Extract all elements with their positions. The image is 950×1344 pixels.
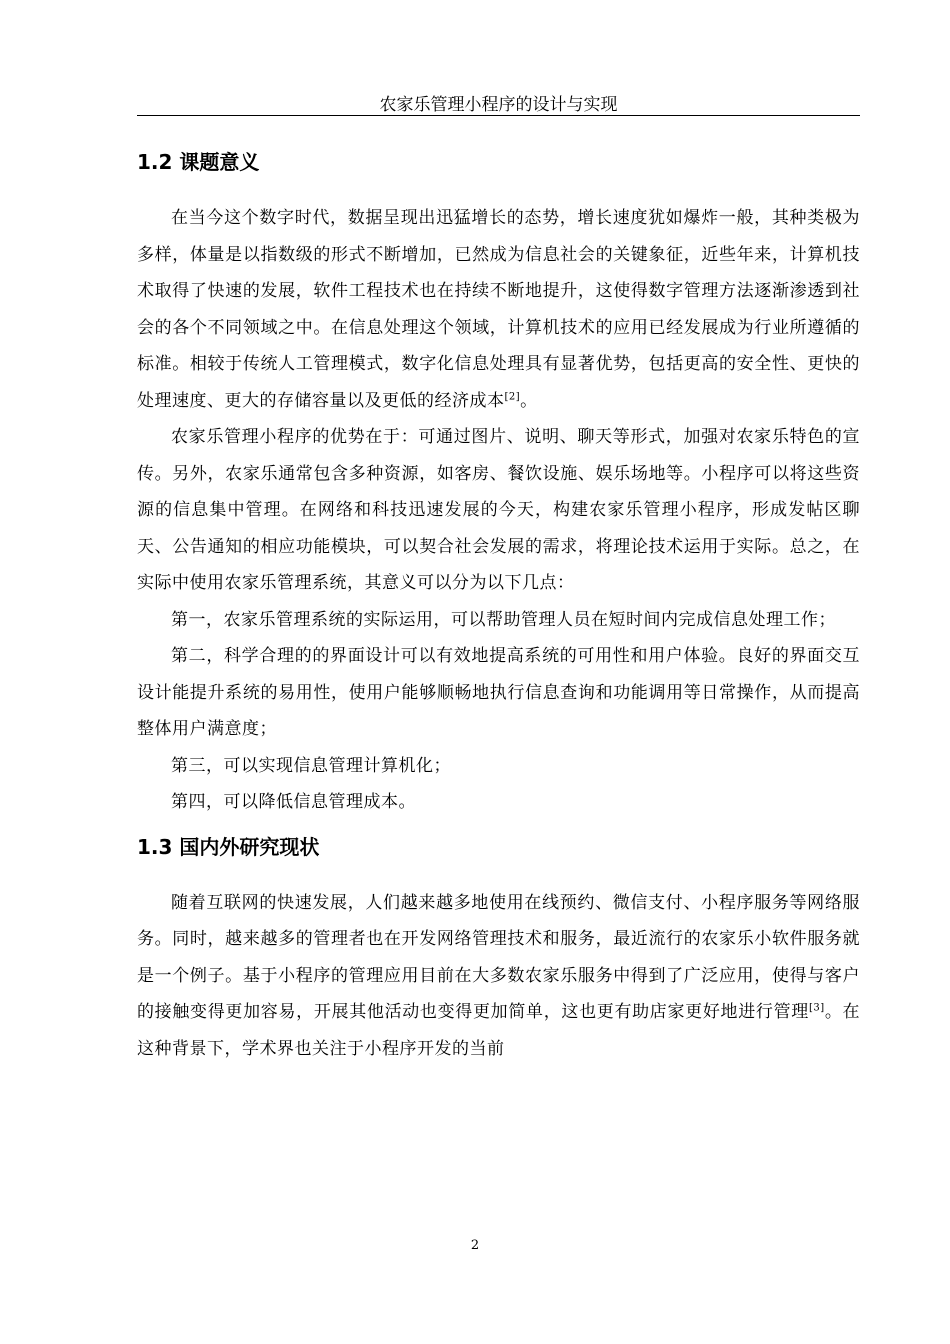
paragraph-point-2: 第二，科学合理的的界面设计可以有效地提高系统的可用性和用户体验。良好的界面交互设计能提升系统的易用性，使用户能够顺畅地执行信息查询和功能调用等日常操作，从而提高整体用户满意度； <box>137 646 860 739</box>
paragraph-point-1: 第一，农家乐管理系统的实际运用，可以帮助管理人员在短时间内完成信息处理工作； <box>171 609 836 630</box>
header-divider <box>137 115 860 116</box>
paragraph-significance-intro <box>137 200 860 419</box>
running-header-title: 农家乐管理小程序的设计与实现 <box>379 95 618 115</box>
citation-ref-3: [3] <box>808 1002 825 1014</box>
paragraph-point-4: 第四，可以降低信息管理成本。 <box>171 792 416 812</box>
paragraph-point-3: 第三，可以实现信息管理计算机化； <box>171 755 451 776</box>
page-body <box>137 146 860 1067</box>
paragraph-text-end: 。在这种背景下，学术界也关注于小程序开发的当前 <box>137 1002 861 1059</box>
paragraph-research-status <box>137 885 860 1068</box>
page-number: 2 <box>470 1238 480 1253</box>
section-heading-1-3: 1.3 国内外研究现状 <box>137 834 320 859</box>
paragraph-text: 随着互联网的快速发展，人们越来越多地使用在线预约、微信支付、小程序服务等网络服务。同时，越来越多的管理者也在开发网络管理技术和服务，最近流行的农家乐小软件服务就是一个例子。基于小程序的管理应用目前在大多数农家乐服务中得到了广泛应用，使得与客户的接触变得更加容易，开展其他活动也变得更加简单，这也更有助店家更好地进行管理 <box>137 892 860 1022</box>
citation-ref-2: [2] <box>504 390 521 402</box>
paragraph-text: 在当今这个数字时代，数据呈现出迅猛增长的态势，增长速度犹如爆炸一般，其种类极为多样，体量是以指数级的形式不断增加，已然成为信息社会的关键象征，近些年来，计算机技术取得了快速的发展，软件工程技术也在持续不断地提升，这使得数字管理方法逐渐渗透到社会的各个不同领域之中。在信息处理这个领域，计算机技术的应用已经发展成为行业所遵循的标准。相较于传统人工管理模式，数字化信息处理具有显著优势，包括更高的安全性、更快的处理速度、更大的存储容量以及更低的经济成本 <box>137 208 860 411</box>
paragraph-advantages: 农家乐管理小程序的优势在于：可通过图片、说明、聊天等形式，加强对农家乐特色的宣传。另外，农家乐通常包含多种资源，如客房、餐饮设施、娱乐场地等。小程序可以将这些资源的信息集中管理。在网络和科技迅速发展的今天，构建农家乐管理小程序，形成发帖区聊天、公告通知的相应功能模块，可以契合社会发展的需求，将理论技术运用于实际。总之，在实际中使用农家乐管理系统，其意义可以分为以下几点： <box>137 427 860 593</box>
paragraph-text-end: 。 <box>520 390 538 411</box>
section-heading-1-2: 1.2 课题意义 <box>137 150 260 174</box>
